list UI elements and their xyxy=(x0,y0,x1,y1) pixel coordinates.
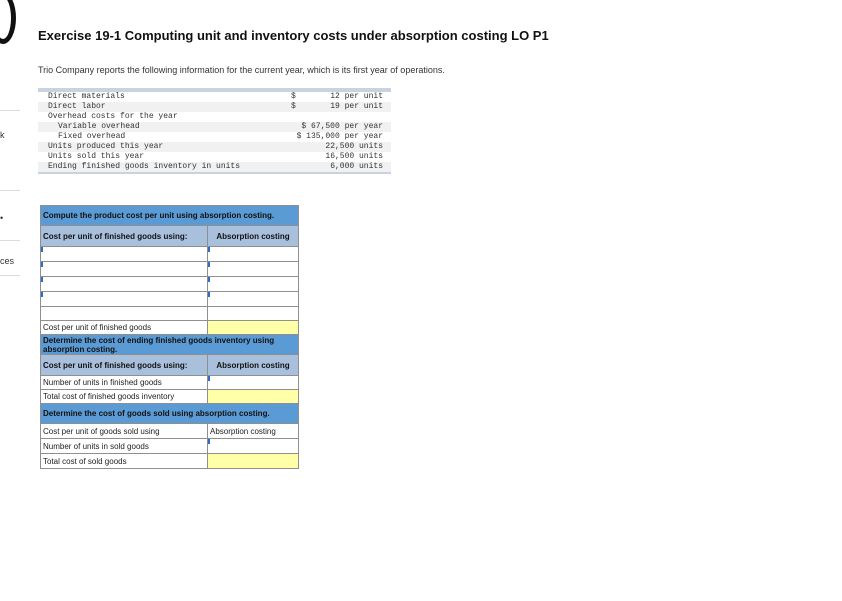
info-row: Ending finished goods inventory in units 6,000 units xyxy=(38,162,391,172)
part1-spacer-cell xyxy=(208,307,299,321)
part1-value-input[interactable] xyxy=(208,277,299,292)
part3-total-row xyxy=(41,454,299,469)
part1-col2-header: Absorption costing xyxy=(208,226,299,247)
info-row: Direct labor $ 19 per unit xyxy=(38,102,391,112)
exercise-title: Exercise 19-1 Computing unit and inventory costs under absorption costing LO P1 xyxy=(38,28,549,43)
part2-heading: Determine the cost of ending finished goods inventory using absorption costing. xyxy=(41,335,299,355)
part1-total-input[interactable] xyxy=(208,321,299,335)
logo-fragment xyxy=(0,0,16,44)
sidebar-divider xyxy=(0,240,20,241)
answer-worksheet xyxy=(40,205,299,469)
part2-total-row xyxy=(41,390,299,404)
part3-col2-header: Absorption costing xyxy=(208,424,299,439)
part1-label-input[interactable] xyxy=(41,262,208,277)
info-row: Units sold this year 16,500 units xyxy=(48,152,383,161)
part3-units-row xyxy=(41,439,299,454)
part1-col1-header: Cost per unit of finished goods using: xyxy=(41,226,208,247)
info-row: Fixed overhead $ 135,000 per year xyxy=(58,132,383,141)
part1-blank-row xyxy=(41,307,299,321)
part2-col2-header: Absorption costing xyxy=(208,355,299,376)
part2-units-input[interactable] xyxy=(208,376,299,390)
part1-heading-row xyxy=(41,206,299,226)
part2-units-row xyxy=(41,376,299,390)
part3-heading: Determine the cost of goods sold using absorption costing. xyxy=(41,404,299,424)
part1-value-input[interactable] xyxy=(208,247,299,262)
part2-total-input[interactable] xyxy=(208,390,299,404)
part2-total-label: Total cost of finished goods inventory xyxy=(41,390,208,404)
part2-units-label: Number of units in finished goods xyxy=(41,376,208,390)
part1-label-input[interactable] xyxy=(41,277,208,292)
part3-units-label: Number of units in sold goods xyxy=(41,439,208,454)
part1-input-row xyxy=(41,277,299,292)
exercise-intro: Trio Company reports the following information for the current year, which is its first year of operations. xyxy=(38,65,445,75)
part1-spacer-cell xyxy=(41,307,208,321)
part1-value-input[interactable] xyxy=(208,292,299,307)
part1-total-row xyxy=(41,321,299,335)
part3-total-label: Total cost of sold goods xyxy=(41,454,208,469)
info-row: Overhead costs for the year xyxy=(48,112,178,121)
part3-col1-header: Cost per unit of goods sold using xyxy=(41,424,208,439)
left-sidebar xyxy=(0,0,20,601)
part2-column-header-row xyxy=(41,355,299,376)
info-row: Variable overhead $ 67,500 per year xyxy=(38,122,391,132)
info-row: Direct materials $ 12 per unit xyxy=(48,92,383,101)
part3-total-input[interactable] xyxy=(208,454,299,469)
part1-column-header-row xyxy=(41,226,299,247)
part3-column-header-row xyxy=(41,424,299,439)
sidebar-fragment-2[interactable]: ces xyxy=(0,256,15,266)
part1-heading: Compute the product cost per unit using absorption costing. xyxy=(41,206,299,226)
given-information-table xyxy=(38,88,391,174)
part1-input-row xyxy=(41,262,299,277)
part2-col1-header: Cost per unit of finished goods using: xyxy=(41,355,208,376)
part2-heading-row xyxy=(41,335,299,355)
part1-label-input[interactable] xyxy=(41,247,208,262)
info-row: Units produced this year 22,500 units xyxy=(38,142,391,152)
part1-total-label: Cost per unit of finished goods xyxy=(41,321,208,335)
sidebar-divider xyxy=(0,190,20,191)
part1-input-row xyxy=(41,292,299,307)
sidebar-divider xyxy=(0,275,20,276)
sidebar-divider xyxy=(0,110,20,111)
part1-input-row xyxy=(41,247,299,262)
part1-label-input[interactable] xyxy=(41,292,208,307)
part3-units-input[interactable] xyxy=(208,439,299,454)
part3-heading-row xyxy=(41,404,299,424)
sidebar-fragment-1[interactable]: k xyxy=(0,130,5,140)
part1-value-input[interactable] xyxy=(208,262,299,277)
sidebar-fragment-marker[interactable]: • xyxy=(0,213,4,223)
